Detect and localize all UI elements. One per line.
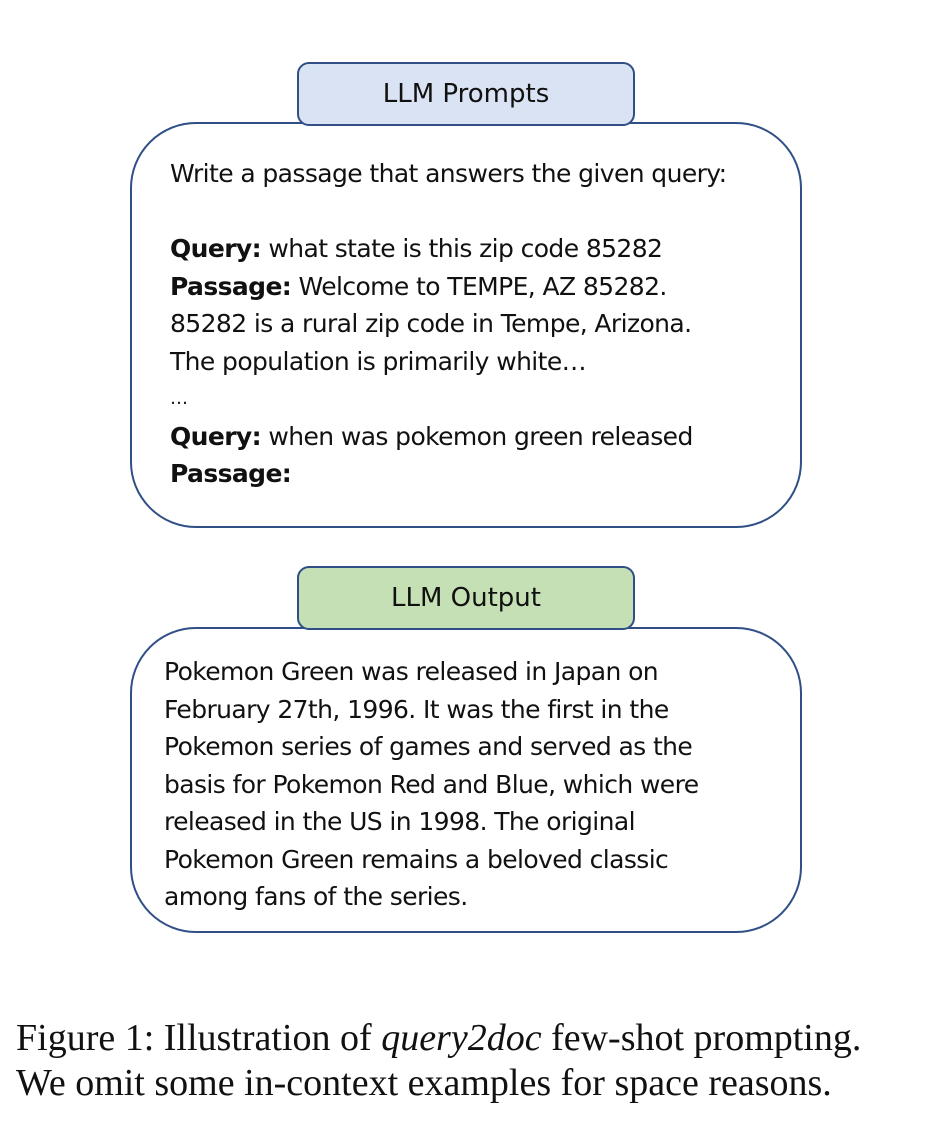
target-query-line (170, 418, 726, 456)
output-text (164, 653, 699, 916)
example-passage-label: Passage: (170, 271, 292, 301)
example-passage-line-3: The population is primarily white… (170, 346, 587, 376)
prompt-text (170, 155, 726, 493)
caption-prefix: Figure 1: Illustration of (16, 1017, 382, 1059)
figure-caption (16, 1016, 861, 1106)
caption-suffix: few-shot prompting. (541, 1017, 862, 1059)
caption-line-2: We omit some in-context examples for space reasons. (16, 1062, 832, 1104)
caption-line-1 (16, 1016, 861, 1061)
target-passage-line (170, 455, 726, 493)
instruction-line: Write a passage that answers the given query: (170, 159, 727, 188)
example-query-text: what state is this zip code 85282 (261, 234, 663, 263)
output-line: Pokemon Green remains a beloved classic (164, 844, 669, 874)
example-query-line (170, 230, 726, 268)
output-line: basis for Pokemon Red and Blue, which were (164, 769, 699, 799)
output-panel-title: LLM Output (391, 583, 541, 613)
caption-method: query2doc (381, 1017, 542, 1059)
blank-line (170, 193, 726, 231)
output-line: among fans of the series. (164, 882, 468, 911)
output-line: Pokemon Green was released in Japan on (164, 657, 659, 686)
example-passage-line (170, 268, 726, 306)
target-query-text: when was pokemon green released (261, 421, 693, 451)
prompt-panel-title: LLM Prompts (382, 79, 550, 109)
example-passage-line-2: 85282 is a rural zip code in Tempe, Arizona. (170, 309, 692, 338)
target-query-label: Query: (170, 421, 262, 451)
ellipsis-line: … (170, 388, 188, 409)
example-passage-text: Welcome to TEMPE, AZ 85282. (291, 271, 667, 301)
prompt-panel-header (297, 62, 635, 126)
output-line: February 27th, 1996. It was the first in the (164, 694, 669, 724)
output-panel-header (297, 566, 635, 630)
example-query-label: Query: (170, 234, 262, 263)
output-line: released in the US in 1998. The original (164, 807, 635, 836)
output-line: Pokemon series of games and served as the (164, 732, 693, 761)
target-passage-label: Passage: (170, 459, 292, 488)
